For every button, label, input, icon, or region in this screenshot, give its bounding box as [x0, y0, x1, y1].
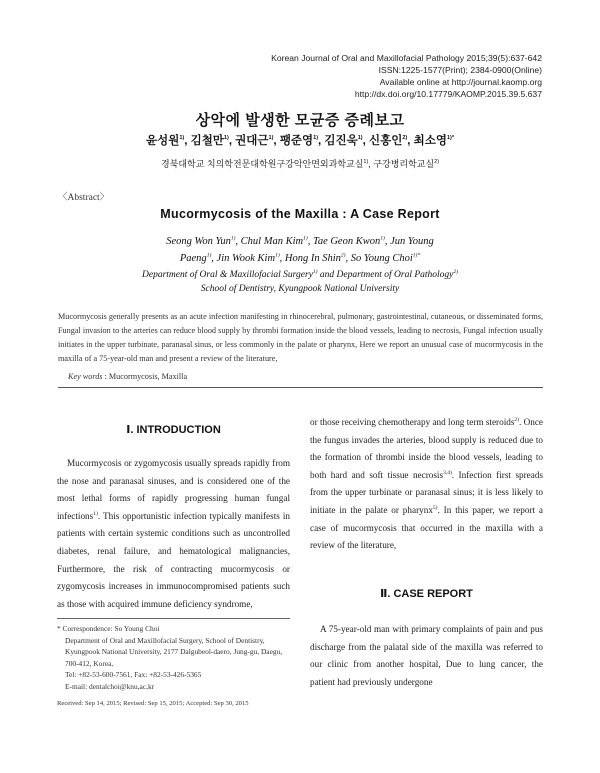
keywords: [68, 372, 187, 381]
journal-issn: ISSN:1225-1577(Print); 2384-0900(Online): [378, 65, 542, 75]
introduction-text-left: [57, 455, 290, 613]
abstract-divider: [58, 387, 543, 388]
correspondence-footnote: [57, 623, 292, 693]
intro-cite-3: 3,4): [443, 469, 452, 476]
introduction-text-right: [310, 414, 543, 555]
intro-text-b-cont: or those receiving chemotherapy and long term steroids: [310, 417, 515, 427]
korean-author-name: 신홍인: [369, 135, 403, 147]
intro-cite-2: 2): [514, 416, 520, 423]
case-report-heading: Ⅱ. CASE REPORT: [380, 588, 473, 600]
footnote-divider: [57, 618, 290, 619]
korean-author-name: 최소영: [413, 135, 447, 147]
korean-author-sup: 1): [357, 135, 363, 142]
english-affil-sup2: 2): [453, 268, 458, 275]
received-dates: Received: Sep 14, 2015; Revised: Sep 15, 2015; Accepted: Sep 30, 2015: [57, 700, 249, 707]
intro-text-c: . Once the fungus invades the arteries, blood supply is reduced due to the formation of thrombi inside the blood vessels, leading to both hard and soft tissue necrosis: [310, 417, 544, 480]
korean-title: 상악에 발생한 모균증 증례보고: [195, 112, 405, 129]
english-affil-line2: School of Dentistry, Kyungpook National University: [200, 284, 400, 294]
journal-doi[interactable]: http://dx.doi.org/10.17779/KAOMP.2015.39.5.637: [354, 89, 542, 99]
english-author-name: So Young Choi: [350, 253, 413, 264]
footnote-email[interactable]: E-mail: dentalchoi@knu,ac,kr: [65, 681, 155, 691]
journal-url[interactable]: Available online at http://journal.kaomp.org: [379, 77, 542, 87]
intro-text-d: . Infection first spreads from the upper turbinate or paranasal sinus; it is less likely to initiate in the palate or pharynx: [310, 469, 544, 515]
keywords-value: : Mucormycosis, Maxilla: [102, 372, 188, 381]
korean-affil-sep: ,: [368, 159, 374, 169]
footnote-address: Department of Oral and Maxillofacial Surgery, School of Dentistry, Kyungpook National University, 2177 Dalgubeol-daero, Jung-gu, Daegu, 700-412, Korea,: [65, 635, 283, 668]
korean-authors: 윤성원$^{1)}$, 김철만$^{1)}$, 권대근$^{1)}$, 팽준영$^{1)}$, 김진욱$^{1)}$, 신홍인$^{2)}$, 최소영$^{1)*}$: [145, 135, 454, 147]
english-author-sup: 1): [303, 235, 308, 242]
journal-citation: Korean Journal of Oral and Maxillofacial Pathology 2015;39(5):637-642: [271, 53, 542, 63]
intro-cite-4: 5): [432, 504, 438, 511]
korean-author-sup: 2): [402, 135, 408, 142]
english-author-name: Jun Young Paeng: [179, 236, 434, 264]
korean-affil-b: 구강병리학교실: [373, 159, 435, 169]
journal-header: [202, 52, 542, 100]
abstract-text: Mucormycosis generally presents as an acute infection manifesting in rhinocerebral, pulmonary, gastrointestinal, cutaneous, or disseminated forms, Fungal invasion to the arteries can reduce blood supply by thrombi formation inside the blood vessels, leading to necrosis, Fungal infection usually initiates in the upper turbinate, paranasal sinus, or less commonly in the palate or pharynx, Here we report an unusual case of mucormycosis in the maxilla of a 75-year-old man and present a review of the literature,: [58, 312, 543, 363]
korean-author-sup: 1): [268, 135, 274, 142]
intro-cite-1: 1): [93, 510, 98, 517]
korean-author-sup: 1): [223, 135, 229, 142]
abstract-label: 〈Abstract〉: [58, 193, 110, 203]
korean-author-name: 팽준영: [279, 135, 314, 147]
english-authors: Seong Won Yun$^{1)}$, Chul Man Kim$^{1)}$, Tae Geon Kwon$^{1)}$, Jun Young Paeng$^{1)}$, Jin Wook Kim$^{1)}$, Hong In Shin$^{2)}$, So Young Choi$^{1)*}$: [166, 235, 434, 264]
korean-author-name: 윤성원: [145, 135, 180, 147]
english-affil-sup1: 1): [312, 268, 318, 275]
english-affil-part2: and Department of Oral Pathology: [317, 270, 454, 280]
english-author-name: Chul Man Kim: [240, 236, 304, 247]
english-author-sup: 1): [230, 235, 236, 242]
korean-author-sup: 1): [313, 135, 319, 142]
korean-affil-a: 경북대학교 치의학전문대학원구강악안면외과학교실: [160, 159, 364, 169]
english-affil-line1: [105, 268, 495, 282]
english-author-name: Hong In Shin: [284, 253, 341, 264]
english-author-sup: 2): [340, 252, 346, 259]
english-author-name: Tae Geon Kwon: [312, 236, 381, 247]
footnote-correspondence: * Correspondence: So Young Choi: [57, 624, 160, 633]
korean-affil-b-sup: 2): [434, 159, 440, 165]
english-affiliation: [105, 268, 495, 296]
intro-text-a: Mucormycosis or zygomycosis usually spreads rapidly from the nose and paranasal sinuses, and is considered one of the most lethal forms of rapidly progressing human fungal infections: [57, 458, 290, 521]
english-author-sup: 1): [275, 252, 280, 259]
korean-affiliation: [0, 157, 600, 170]
korean-author-sup: 1): [179, 135, 185, 142]
keywords-label: Key words: [68, 372, 103, 381]
english-author-name: Jin Wook Kim: [216, 253, 276, 264]
korean-author-name: 김철만: [190, 135, 224, 147]
english-title: Mucormycosis of the Maxilla : A Case Report: [160, 207, 440, 221]
korean-author-name: 권대근: [235, 135, 269, 147]
footnote-phone: Tel: +82-53-600-7561, Fax: +82-53-426-5365: [65, 670, 202, 680]
intro-text-e: . In this paper, we report a case of mucormycosis that occurred in the maxilla with a review of the literature,: [310, 504, 543, 551]
english-author-sup: 1): [380, 235, 385, 242]
introduction-heading: Ⅰ. INTRODUCTION: [126, 424, 221, 436]
case-report-text: A 75-year-old man with primary complaints of pain and pus discharge from the palatal side of the maxilla was referred to our clinic from another hospital, Due to lung cancer, the patient had previously undergone: [310, 624, 543, 687]
english-affil-part1: Department of Oral & Maxillofacial Surgery: [142, 270, 313, 280]
english-author-sup: 1): [206, 252, 212, 259]
english-author-sup: 1)*: [412, 252, 421, 259]
korean-author-name: 김진욱: [324, 135, 358, 147]
intro-text-b-part: . This opportunistic infection typically manifests in patients with certain systemic conditions such as uncontrolled diabetes, renal failure, and hematological malignancies, Furthermore, the risk of contracting mucormycosis or zygomycosis increases in immunocompromised patients such as those with acquired immune deficiency syndrome,: [57, 510, 290, 609]
english-author-name: Seong Won Yun: [166, 236, 231, 247]
korean-affil-a-sup: 1): [363, 159, 369, 165]
korean-author-sup: 1)*: [446, 135, 454, 142]
